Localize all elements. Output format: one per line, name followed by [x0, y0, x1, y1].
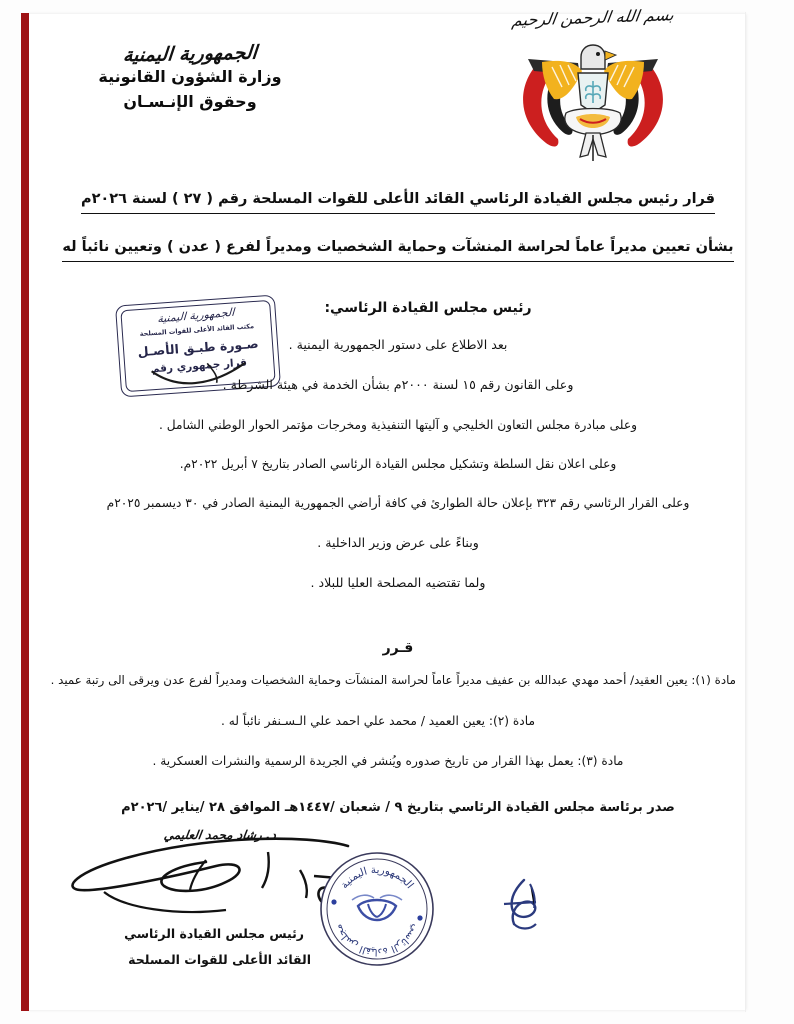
whereas-clause: وعلى القانون رقم ١٥ لسنة ٢٠٠٠م بشأن الخدمة في هيئة الشرطة . — [222, 376, 574, 392]
whereas-clause: وعلى اعلان نقل السلطة وتشكيل مجلس القيادة الرئاسي الصادر بتاريخ ٧ أبريل ٢٠٢٢م. — [179, 457, 617, 472]
signature-block — [60, 824, 736, 1014]
letterhead-ministry-name-2: وحقوق الإنـسـان — [123, 91, 257, 111]
letterhead-ministry-name: وزارة الشؤون القانونية — [98, 66, 282, 86]
handwritten-signature — [56, 832, 356, 922]
title-zone — [60, 188, 736, 262]
whereas-clause: وعلى مبادرة مجلس التعاون الخليجي و آليتها التنفيذية ومخرجات مؤتمر الحوار الوطني الشامل . — [159, 417, 637, 432]
whereas-clause: ولما تقتضيه المصلحة العليا للبلاد . — [310, 574, 486, 590]
whereas-clause: بعد الاطلاع على دستور الجمهورية اليمنية . — [288, 337, 508, 352]
stamp-line-office: مكتب القائد الأعلى للقوات المسلحة — [139, 322, 255, 339]
presidential-council-seal-icon — [318, 850, 436, 968]
red-margin-bar — [21, 13, 29, 1011]
stamp-line-country: الجمهورية اليمنية — [157, 305, 235, 326]
basmala-calligraphy: بسم الله الرحمن الرحيم — [510, 5, 676, 30]
whereas-clause: وبناءً على عرض وزير الداخلية . — [317, 534, 479, 550]
article-item: مادة (٢): يعين العميد / محمد علي احمد علي الـسـنفر نائباً له . — [221, 713, 535, 728]
whereas-clause: وعلى القرار الرئاسي رقم ٣٢٣ بإعلان حالة الطوارئ في كافة أراضي الجمهورية اليمنية الصادر في ٣٠ ديسمبر ٢٠٢٥م — [106, 496, 690, 511]
signer-title-commander: القائد الأعلى للقوات المسلحة — [128, 952, 311, 967]
article-item: مادة (١): يعين العقيد/ أحمد مهدي عبدالله بن عفيف مديراً عاماً لحراسة المنشآت وحماية الشخصيات ومديراً لفرع عدن ويرقى الى رتبة عميد . — [50, 673, 736, 687]
signer-title-chairman: رئيس مجلس القيادة الرئاسي — [124, 926, 304, 941]
article-item: مادة (٣): يعمل بهذا القرار من تاريخ صدوره ويُنشر في الجريدة الرسمية والنشرات العسكرية . — [152, 753, 624, 768]
letterhead-country: الجمهورية اليمنية — [122, 41, 258, 67]
articles-list — [50, 672, 736, 792]
issuance-date-line: صدر برئاسة مجلس القيادة الرئاسي بتاريخ ٩ / شعبان /١٤٤٧هـ الموافق ٢٨ /يناير /٢٠٢٦م — [121, 800, 675, 815]
emblem-block — [478, 5, 708, 183]
resolved-heading: قـرر — [382, 640, 414, 656]
stamp-line-certified-copy: صـورة طبـق الأصـل — [137, 335, 260, 360]
decree-subtitle: بشأن تعيين مديراً عاماً لحراسة المنشآت وحماية الشخصيات ومديراً لفرع ( عدن ) وتعيين نائباً له — [62, 237, 733, 262]
blue-initial-mark-icon — [490, 874, 546, 936]
addressee-line: رئيس مجلس القيادة الرئاسي: — [324, 300, 532, 316]
stamp-line-decree-number: قرار جمهوري رقم — [151, 356, 248, 376]
signer-name: د. رشاد محمد العليمي — [163, 828, 277, 842]
yemen-eagle-emblem-icon — [508, 29, 678, 169]
document-body — [60, 300, 736, 613]
whereas-clause-list — [60, 336, 736, 592]
ministry-letterhead — [60, 41, 320, 114]
svg-text:الجمهورية اليمنية: الجمهورية اليمنية — [338, 863, 416, 892]
svg-text:مجلس القيادة الرئاسي: مجلس القيادة الرئاسي — [333, 922, 421, 958]
decree-title: قرار رئيس مجلس القيادة الرئاسي القائد الأعلى للقوات المسلحة رقم ( ٢٧ ) لسنة ٢٠٢٦م — [81, 189, 715, 214]
page-right-edge — [745, 12, 746, 1012]
